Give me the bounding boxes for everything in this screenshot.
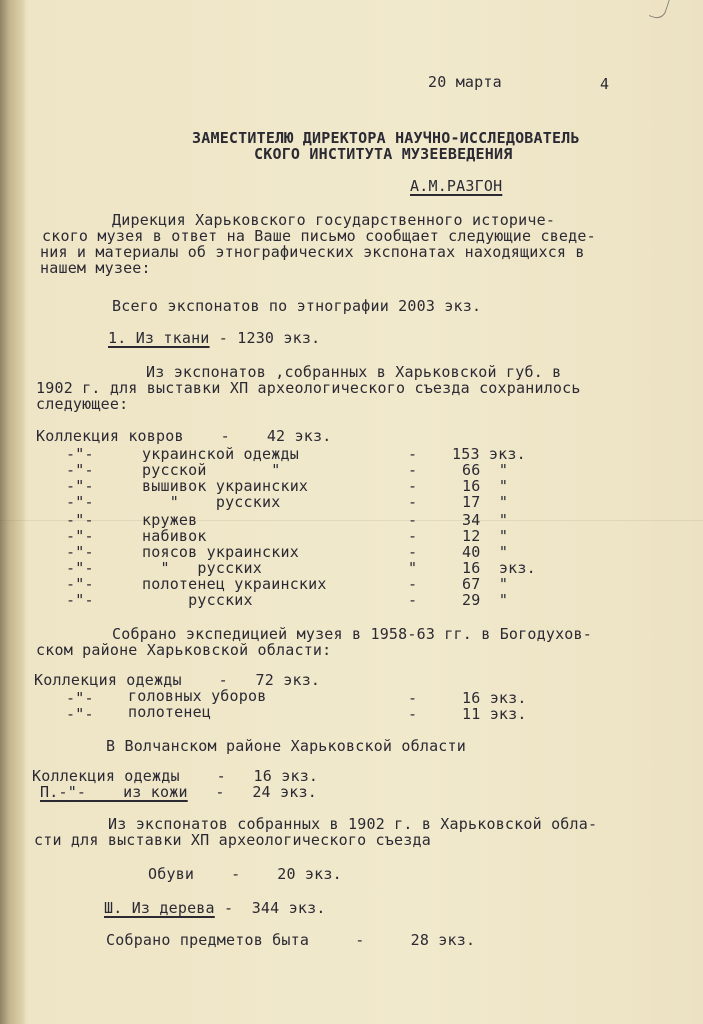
- collection-row-value: 42 экз.: [266, 427, 332, 445]
- page-fold: [0, 520, 703, 521]
- bogodukhov-dash: -: [408, 705, 418, 723]
- bogodukhov-line-1: Коллекция одежды - 72 экз.: [34, 671, 321, 689]
- volchansk-title: В Волчанском районе Харьковской области: [106, 737, 466, 755]
- collection-row-item: полотенец украинских: [142, 575, 327, 593]
- collection-row-prefix: -"-: [66, 493, 94, 511]
- collection-row-item: ковров: [128, 427, 184, 445]
- collection-row: [36, 428, 331, 444]
- section-1-heading: [108, 330, 320, 346]
- total-exhibits: Всего экспонатов по этнографии 2003 экз.: [112, 297, 482, 315]
- collection-row-prefix: -"-: [66, 559, 94, 577]
- intro-line-2: ского музея в ответ на Ваше письмо сообщает следующие сведе-: [42, 227, 596, 245]
- collection-row-value: 17 ": [462, 493, 509, 511]
- collection-row-value: 66 ": [462, 461, 509, 479]
- page-number: 4: [600, 75, 610, 93]
- pencil-mark: [649, 0, 670, 21]
- collection-row-item: набивок: [142, 527, 207, 545]
- collection-row-value: 153 экз.: [452, 445, 526, 463]
- para-1902-line-3: следующее:: [36, 395, 129, 413]
- addressee-line-2: СКОГО ИНСТИТУТА МУЗЕЕВЕДЕНИЯ: [254, 145, 513, 163]
- para-1902b-line-2: сти для выставки ХП археологического съезда: [34, 831, 431, 849]
- page-binding-shadow: [0, 0, 26, 1024]
- collection-row-dash: ": [408, 559, 418, 577]
- collection-row-item: русской ": [142, 461, 281, 479]
- collection-row-item: вышивок украинских: [142, 477, 309, 495]
- collection-row-dash: -: [408, 527, 418, 545]
- section-1-count: - 1230 экз.: [209, 329, 321, 347]
- collection-row-value: 34 ": [462, 511, 509, 529]
- bogodukhov-prefix: -"-: [66, 689, 94, 707]
- collection-row-value: 16 ": [462, 477, 509, 495]
- collection-row-prefix: -"-: [66, 591, 94, 609]
- collection-row-value: 29 ": [462, 591, 509, 609]
- household-items-count: Собрано предметов быта - 28 экз.: [106, 931, 476, 949]
- section-3-label: Ш. Из дерева: [104, 899, 215, 917]
- collection-row-dash: -: [408, 461, 418, 479]
- volchansk-line-2: [40, 784, 317, 800]
- collection-row-item: " русских: [142, 493, 281, 511]
- volchansk-line-1: Коллекция одежды - 16 экз.: [32, 767, 319, 785]
- collection-row-prefix: Коллекция: [36, 427, 120, 445]
- collection-row-item: " русских: [142, 559, 262, 577]
- collection-row-value: 16 экз.: [462, 559, 536, 577]
- collection-row-dash: -: [220, 427, 230, 445]
- para-1902-line-2: 1902 г. для выставки ХП археологического съезда сохранилось: [36, 379, 581, 397]
- collection-row-dash: -: [408, 511, 418, 529]
- addressee-line-1: ЗАМЕСТИТЕЛЮ ДИРЕКТОРА НАУЧНО-ИССЛЕДОВАТЕЛЬ: [192, 129, 580, 147]
- collection-row-prefix: -"-: [66, 477, 94, 495]
- bogodukhov-item: головных уборов: [128, 687, 267, 705]
- expedition-line-2: ском районе Харьковской области:: [36, 641, 332, 659]
- collection-row-prefix: -"-: [66, 527, 94, 545]
- collection-row-item: кружев: [142, 511, 198, 529]
- collection-row-dash: -: [408, 445, 418, 463]
- addressee-name: А.М.РАЗГОН: [410, 177, 503, 195]
- letter-date: 20 марта: [428, 73, 502, 91]
- collection-row-prefix: -"-: [66, 575, 94, 593]
- collection-row-prefix: -"-: [66, 445, 94, 463]
- bogodukhov-value: 16 экз.: [462, 689, 527, 707]
- section-3-heading: [104, 900, 326, 916]
- collection-row-prefix: -"-: [66, 461, 94, 479]
- intro-line-4: нашем музее:: [40, 259, 151, 277]
- collection-row-value: 12 ": [462, 527, 509, 545]
- collection-row-value: 67 ": [462, 575, 509, 593]
- intro-line-1: Дирекция Харьковского государственного историче-: [112, 211, 556, 229]
- volchansk-leather-count: - 24 экз.: [187, 783, 317, 801]
- collection-row-dash: -: [408, 477, 418, 495]
- shoes-count: Обуви - 20 экз.: [148, 865, 342, 883]
- collection-row-item: русских: [142, 591, 253, 609]
- bogodukhov-item: полотенец: [128, 703, 212, 721]
- bogodukhov-prefix: -"-: [66, 705, 94, 723]
- collection-row-dash: -: [408, 575, 418, 593]
- collection-row-item: украинской одежды: [142, 445, 299, 463]
- para-1902-line-1: Из экспонатов ,собранных в Харьковской губ. в: [146, 363, 562, 381]
- section-3-count: - 344 экз.: [214, 899, 326, 917]
- collection-row-value: 40 ": [462, 543, 509, 561]
- collection-row-dash: -: [408, 543, 418, 561]
- para-1902b-line-1: Из экспонатов собранных в 1902 г. в Харьковской обла-: [108, 815, 598, 833]
- section-1-label: 1. Из ткани: [108, 329, 210, 347]
- collection-row-prefix: -"-: [66, 511, 94, 529]
- bogodukhov-dash: -: [408, 689, 418, 707]
- intro-line-3: ния и материалы об этнографических экспонатах находящихся в: [40, 243, 585, 261]
- collection-row-prefix: -"-: [66, 543, 94, 561]
- collection-row-item: поясов украинских: [142, 543, 299, 561]
- volchansk-leather-label: П.-"- из кожи: [40, 783, 188, 801]
- collection-row-dash: -: [408, 493, 418, 511]
- bogodukhov-value: 11 экз.: [462, 705, 527, 723]
- collection-row-dash: -: [408, 591, 418, 609]
- expedition-line-1: Собрано экспедицией музея в 1958-63 гг. в Богодухов-: [112, 625, 592, 643]
